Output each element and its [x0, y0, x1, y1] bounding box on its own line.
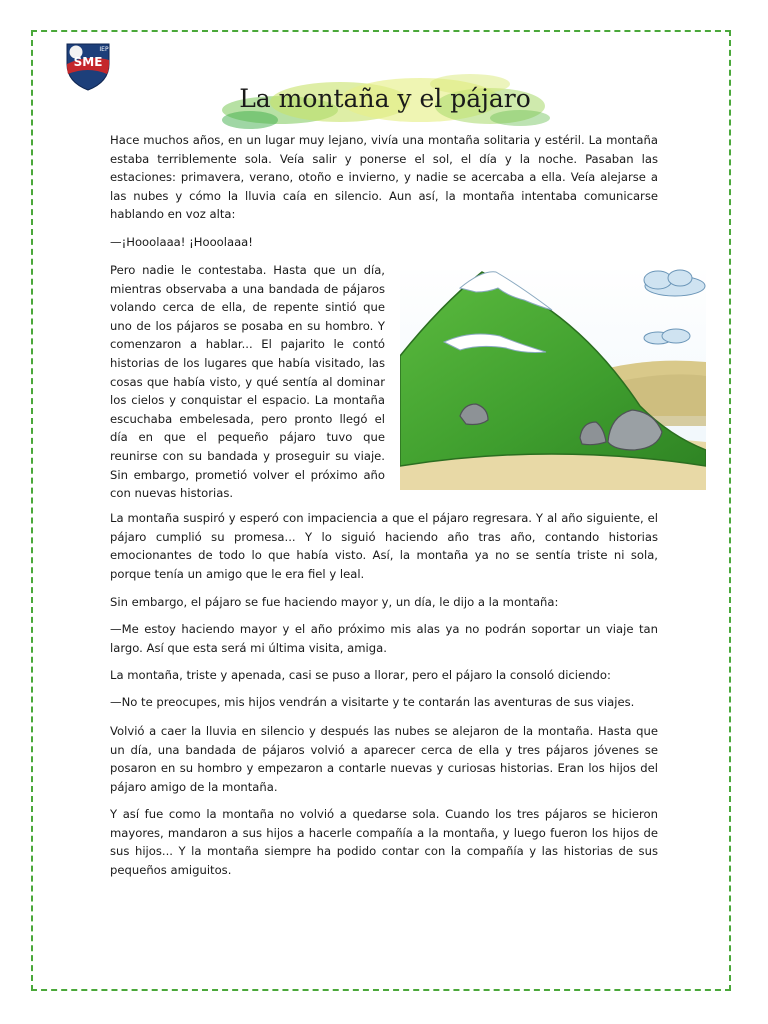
paragraph-6: —Me estoy haciendo mayor y el año próximo mis alas ya no podrán soportar un viaje tan largo. Así que esta será mi última visita, amiga. — [110, 622, 658, 655]
page-title: La montaña y el pájaro — [239, 84, 531, 113]
paragraph-3: Pero nadie le contestaba. Hasta que un día, mientras observaba a una bandada de pájaros volando cerca de ella, de repente sintió que uno de los pájaros se posaba en su hombro. Y comenzaron a hablar... El pajarito le contó historias de los lugares que había visitado, las cosas que había visto, y qué sentía al dominar los cielos y conquistar el espacio. La montaña escuchaba embelesada, pero pronto llegó el día en que el pequeño pájaro tuvo que reunirse con su bandada y proseguir su viaje. Sin embargo, prometió volver el próximo año con nuevas historias. — [110, 263, 385, 501]
paragraph-4: La montaña suspiró y esperó con impaciencia a que el pájaro regresara. Y al año siguiente, el pájaro cumplió su promesa... Y lo siguió haciendo año tras año, contando historias emocionantes de todo lo que había visto. Así, la montaña ya no se sentía triste ni sola, porque tenía un amigo que le era fiel y leal. — [110, 511, 658, 581]
paragraph-8: —No te preocupes, mis hijos vendrán a visitarte y te contarán las aventuras de sus viajes. — [110, 695, 635, 709]
paragraph-9: Volvió a caer la lluvia en silencio y después las nubes se alejaron de la montaña. Hasta que un día, una bandada de pájaros volvió a aparecer cerca de ella y tres pájaros jóvenes se posaron en su hombro y empezaron a contarle nuevas y curiosas historias. Eran los hijos del pájaro amigo de la montaña. — [110, 724, 658, 794]
mountain-illustration — [400, 266, 706, 490]
logo-sup: IEP — [99, 46, 109, 53]
school-logo — [64, 40, 112, 92]
paragraph-10: Y así fue como la montaña no volvió a quedarse sola. Cuando los tres pájaros se hicieron mayores, mandaron a sus hijos a hacerle compañía a la montaña, y luego fueron los hijos de sus hijos... Y la montaña siempre ha podido contar con la compañía y las historias de sus pequeños amiguitos. — [110, 807, 658, 877]
paragraph-5: Sin embargo, el pájaro se fue haciendo mayor y, un día, le dijo a la montaña: — [110, 595, 559, 609]
title-banner — [220, 70, 550, 134]
paragraph-7: La montaña, triste y apenada, casi se puso a llorar, pero el pájaro la consoló diciendo: — [110, 668, 611, 682]
paragraph-1: Hace muchos años, en un lugar muy lejano, vivía una montaña solitaria y estéril. La montaña estaba terriblemente sola. Veía salir y ponerse el sol, el día y la noche. Pasaban las estaciones: primavera, verano, otoño e invierno, y nadie se acercaba a ella. Veía alejarse a las nubes y cómo la lluvia caía en silencio. Aun así, la montaña intentaba comunicarse hablando en voz alta: — [110, 133, 658, 222]
logo-text: SME — [73, 55, 103, 69]
paragraph-2: —¡Hooolaaa! ¡Hooolaaa! — [110, 235, 253, 249]
